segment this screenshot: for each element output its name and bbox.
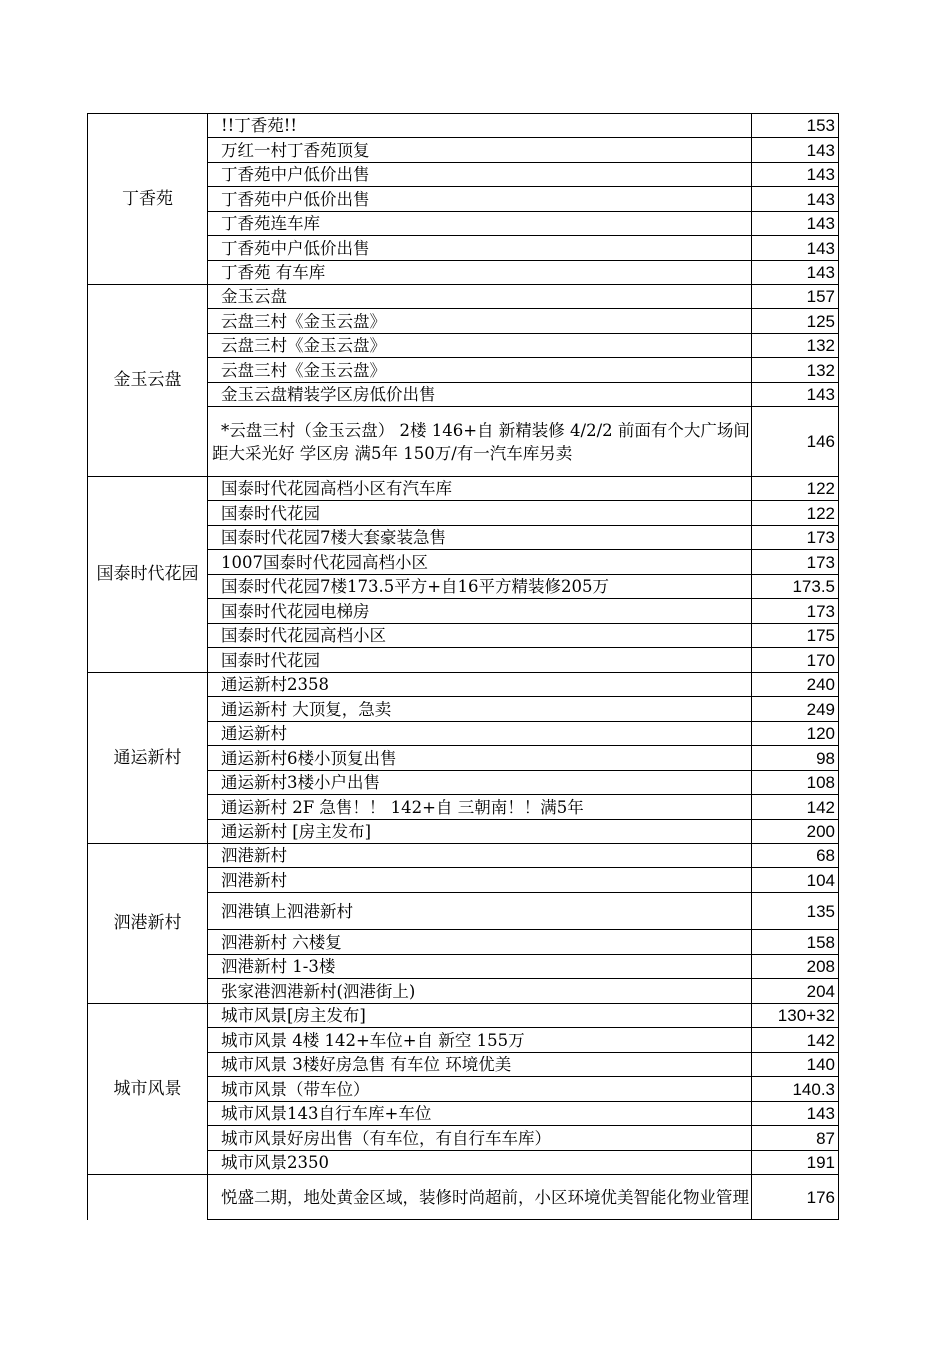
listing-description-cell: 城市风景（带车位） xyxy=(208,1077,752,1102)
listing-description-cell: !!丁香苑!! xyxy=(208,114,752,138)
listing-description-cell: 国泰时代花园7楼173.5平方+自16平方精装修205万 xyxy=(208,575,752,599)
area-value-cell: 143 xyxy=(752,212,839,236)
table-row xyxy=(88,1175,839,1220)
area-value-cell: 142 xyxy=(752,1028,839,1053)
area-value-cell: 98 xyxy=(752,746,839,771)
area-value-cell: 208 xyxy=(752,955,839,979)
table-row xyxy=(88,114,839,138)
community-name-cell: 金玉云盘 xyxy=(88,285,208,477)
listing-description-cell: 通运新村 大顶复，急卖 xyxy=(208,697,752,722)
listing-description-cell: 城市风景好房出售（有车位，有自行车车库） xyxy=(208,1126,752,1151)
listing-description-cell: 泗港新村 xyxy=(208,844,752,868)
area-value-cell: 142 xyxy=(752,795,839,820)
area-value-cell: 132 xyxy=(752,358,839,383)
listing-description-cell: 金玉云盘 xyxy=(208,285,752,309)
listing-description-cell: 丁香苑连车库 xyxy=(208,212,752,236)
area-value-cell: 146 xyxy=(752,407,839,477)
area-value-cell: 132 xyxy=(752,334,839,358)
listing-description-cell: 张家港泗港新村(泗港街上) xyxy=(208,979,752,1004)
area-value-cell: 158 xyxy=(752,930,839,955)
community-name-cell: 城市风景 xyxy=(88,1004,208,1175)
area-value-cell: 143 xyxy=(752,1102,839,1126)
listing-description-cell: 通运新村6楼小顶复出售 xyxy=(208,746,752,771)
area-value-cell: 122 xyxy=(752,477,839,501)
area-value-cell: 143 xyxy=(752,261,839,285)
listing-description-cell: 丁香苑 有车库 xyxy=(208,261,752,285)
listing-description-cell: 城市风景2350 xyxy=(208,1151,752,1175)
table-row xyxy=(88,1004,839,1028)
page-margin xyxy=(0,1228,950,1345)
area-value-cell: 240 xyxy=(752,673,839,697)
area-value-cell: 122 xyxy=(752,501,839,526)
area-value-cell: 140.3 xyxy=(752,1077,839,1102)
area-value-cell: 125 xyxy=(752,309,839,334)
listing-description-cell: 泗港新村 xyxy=(208,868,752,893)
listing-description-cell: 通运新村 [房主发布] xyxy=(208,820,752,844)
area-value-cell: 104 xyxy=(752,868,839,893)
listing-description-cell: 国泰时代花园 xyxy=(208,648,752,673)
listing-description-cell: 国泰时代花园 xyxy=(208,501,752,526)
listing-description-cell: 国泰时代花园高档小区有汽车库 xyxy=(208,477,752,501)
area-value-cell: 143 xyxy=(752,187,839,212)
area-value-cell: 175 xyxy=(752,624,839,648)
listing-sheet xyxy=(87,113,839,1220)
community-name-cell: 丁香苑 xyxy=(88,114,208,285)
table-body xyxy=(88,114,839,1220)
area-value-cell: 173 xyxy=(752,526,839,550)
area-value-cell: 143 xyxy=(752,236,839,261)
listing-description-cell: 通运新村2358 xyxy=(208,673,752,697)
area-value-cell: 153 xyxy=(752,114,839,138)
community-name-cell: 泗港新村 xyxy=(88,844,208,1004)
listing-description-cell: *云盘三村（金玉云盘） 2楼 146+自 新精装修 4/2/2 前面有个大广场间距大采光好 学区房 满5年 150万/有一汽车库另卖 xyxy=(208,407,752,477)
listing-description-cell: 金玉云盘精装学区房低价出售 xyxy=(208,383,752,407)
listing-description-cell: 国泰时代花园电梯房 xyxy=(208,599,752,624)
area-value-cell: 87 xyxy=(752,1126,839,1151)
area-value-cell: 191 xyxy=(752,1151,839,1175)
listing-description-cell: 1007国泰时代花园高档小区 xyxy=(208,550,752,575)
community-name-cell: 国泰时代花园 xyxy=(88,477,208,673)
area-value-cell: 173 xyxy=(752,599,839,624)
area-value-cell: 68 xyxy=(752,844,839,868)
listing-table xyxy=(87,113,839,1220)
table-row xyxy=(88,477,839,501)
listing-description-cell: 泗港新村 六楼复 xyxy=(208,930,752,955)
area-value-cell: 249 xyxy=(752,697,839,722)
area-value-cell: 143 xyxy=(752,383,839,407)
community-name-cell: 通运新村 xyxy=(88,673,208,844)
table-row xyxy=(88,285,839,309)
listing-description-cell: 云盘三村《金玉云盘》 xyxy=(208,358,752,383)
area-value-cell: 170 xyxy=(752,648,839,673)
area-value-cell: 108 xyxy=(752,771,839,795)
community-name-cell xyxy=(88,1175,208,1220)
listing-description-cell: 城市风景[房主发布] xyxy=(208,1004,752,1028)
area-value-cell: 204 xyxy=(752,979,839,1004)
area-value-cell: 176 xyxy=(752,1175,839,1220)
listing-description-cell: 通运新村 xyxy=(208,722,752,746)
area-value-cell: 173.5 xyxy=(752,575,839,599)
area-value-cell: 120 xyxy=(752,722,839,746)
listing-description-cell: 通运新村3楼小户出售 xyxy=(208,771,752,795)
listing-description-cell: 通运新村 2F 急售！！ 142+自 三朝南！！满5年 xyxy=(208,795,752,820)
listing-description-cell: 城市风景 4楼 142+车位+自 新空 155万 xyxy=(208,1028,752,1053)
area-value-cell: 135 xyxy=(752,893,839,930)
area-value-cell: 200 xyxy=(752,820,839,844)
listing-description-cell: 国泰时代花园高档小区 xyxy=(208,624,752,648)
listing-description-cell: 云盘三村《金玉云盘》 xyxy=(208,334,752,358)
area-value-cell: 157 xyxy=(752,285,839,309)
listing-description-cell: 城市风景 3楼好房急售 有车位 环境优美 xyxy=(208,1053,752,1077)
area-value-cell: 173 xyxy=(752,550,839,575)
listing-description-cell: 丁香苑中户低价出售 xyxy=(208,163,752,187)
table-row xyxy=(88,844,839,868)
listing-description-cell: 万红一村丁香苑顶复 xyxy=(208,138,752,163)
listing-description-cell: 国泰时代花园7楼大套豪装急售 xyxy=(208,526,752,550)
area-value-cell: 143 xyxy=(752,138,839,163)
area-value-cell: 143 xyxy=(752,163,839,187)
table-row xyxy=(88,673,839,697)
listing-description-cell: 泗港新村 1-3楼 xyxy=(208,955,752,979)
area-value-cell: 140 xyxy=(752,1053,839,1077)
listing-description-cell: 云盘三村《金玉云盘》 xyxy=(208,309,752,334)
listing-description-cell: 丁香苑中户低价出售 xyxy=(208,187,752,212)
area-value-cell: 130+32 xyxy=(752,1004,839,1028)
listing-description-cell: 丁香苑中户低价出售 xyxy=(208,236,752,261)
listing-description-cell: 悦盛二期，地处黄金区域，装修时尚超前，小区环境优美智能化物业管理 xyxy=(208,1175,752,1220)
listing-description-cell: 城市风景143自行车库+车位 xyxy=(208,1102,752,1126)
listing-description-cell: 泗港镇上泗港新村 xyxy=(208,893,752,930)
